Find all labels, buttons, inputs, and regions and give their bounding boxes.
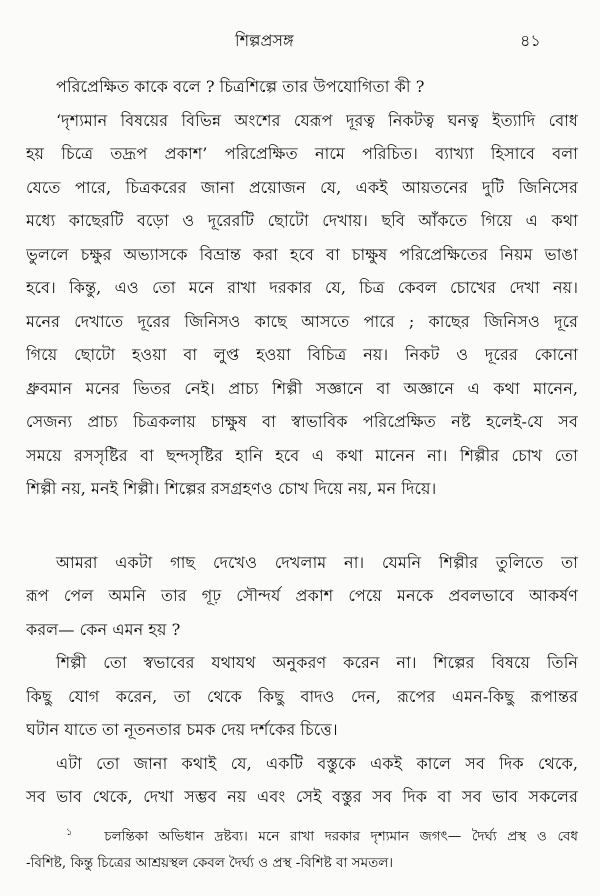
text-line: সময়ে রসসৃষ্টির বা ছন্দসৃষ্টির হানি হবে এ কথা মানেন না। শিল্পীর চোখ তো (26, 445, 578, 465)
running-header (0, 28, 600, 52)
page-number: ৪১ (520, 31, 541, 50)
text-line: হবে। কিন্তু, এও তো মনে রাখা দরকার যে, চিত্র কেবল চোখের দেখা নয়। (26, 278, 578, 297)
text-line: করল— কেন এমন হয় ? (26, 619, 181, 639)
footnote-line: -বিশিষ্ট, কিন্তু চিত্রের আশ্রয়স্থল কেবল দৈর্ঘ্য ও প্রস্থ -বিশিষ্ট বা সমতল। (26, 854, 394, 871)
text-line: ঘটান যাতে তা নূতনতার চমক দেয় দর্শকের চিত্তে। (26, 720, 338, 739)
text-line: শিল্পী তো স্বভাবের যথাযথ অনুকরণ করেন না। শিল্পের বিষয়ে তিনি (56, 653, 578, 672)
body-text (26, 70, 578, 814)
footnote-text: চলন্তিকা অভিধান দ্রষ্টব্য। মনে রাখা দরকার দৃশ্যমান জগৎ— দৈর্ঘ্য প্রস্থ ও বেধ (104, 828, 579, 845)
question-line: পরিপ্রেক্ষিত কাকে বলে ? চিত্রশিল্পে তার উপযোগিতা কী ? (56, 77, 425, 96)
text-line: যেতে পারে, চিত্রকরের জানা প্রয়োজন যে, একই আয়তনের দুটি জিনিসের (26, 177, 578, 197)
text-line: এটা তো জানা কথাই যে, একটি বস্তুকে একই কালে সব দিক থেকে, (56, 753, 578, 773)
text-line: শিল্পী নয়, মনই শিল্পী। শিল্পের রসগ্রহণও চোখ দিয়ে নয়, মন দিয়ে। (26, 479, 437, 498)
text-line: মধ্যে কাছেরটি বড়ো ও দূরেরটি ছোটো দেখায়। ছবি আঁকতে গিয়ে এ কথা (26, 211, 578, 230)
text-line: ‘দৃশ্যমান বিষয়ের বিভিন্ন অংশের যেরূপ দূরত্ব নিকটত্ব ঘনত্ব ইত্যাদি বোধ (56, 110, 578, 130)
section-break (26, 506, 578, 546)
text-line: ধ্রুবমান মনের ভিতর নেই। প্রাচ্য শিল্পী সজ্ঞানে বা অজ্ঞানে এ কথা মানেন, (26, 378, 578, 398)
footnote-line (26, 820, 578, 850)
text-line: সেজন্য প্রাচ্য চিত্রকলায় চাক্ষুষ বা স্বাভাবিক পরিপ্রেক্ষিত নষ্ট হলেই-যে সব (26, 412, 578, 431)
text-line: রূপ পেল অমনি তার গূঢ় সৌন্দর্য প্রকাশ পেয়ে মনকে প্রবলভাবে আকর্ষণ (26, 586, 578, 605)
text-line: হয় চিত্রে তদ্রূপ প্রকাশ’ পরিপ্রেক্ষিত নামে পরিচিত। ব্যাখ্যা হিসাবে বলা (26, 144, 578, 163)
text-line: সব ভাব থেকে, দেখা সম্ভব নয় এবং সেই বস্তুর সব দিক বা সব ভাব সকলের (26, 787, 578, 806)
text-line: কিছু যোগ করেন, তা থেকে কিছু বাদও দেন, রূপের এমন-কিছু রূপান্তর (26, 686, 578, 706)
text-line: আমরা একটা গাছ দেখেও দেখলাম না। যেমনি শিল্পীর তুলিতে তা (56, 552, 578, 572)
text-line: ভুললে চক্ষুর অভ্যাসকে বিভ্রান্ত করা হবে বা চাক্ষুষ পরিপ্রেক্ষিতের নিয়ম ভাঙা (26, 244, 578, 264)
footnote (26, 820, 578, 876)
running-title: শিল্পপ্রসঙ্গ (235, 31, 294, 50)
footnote-marker: ১ (66, 827, 73, 838)
text-line: মনের দেখাতে দূরের জিনিসও কাছে আসতে পারে ; কাছের জিনিসও দূরে (26, 311, 578, 331)
text-line: গিয়ে ছোটো হওয়া বা লুপ্ত হওয়া বিচিত্র নয়। নিকট ও দূরের কোনো (26, 345, 578, 364)
